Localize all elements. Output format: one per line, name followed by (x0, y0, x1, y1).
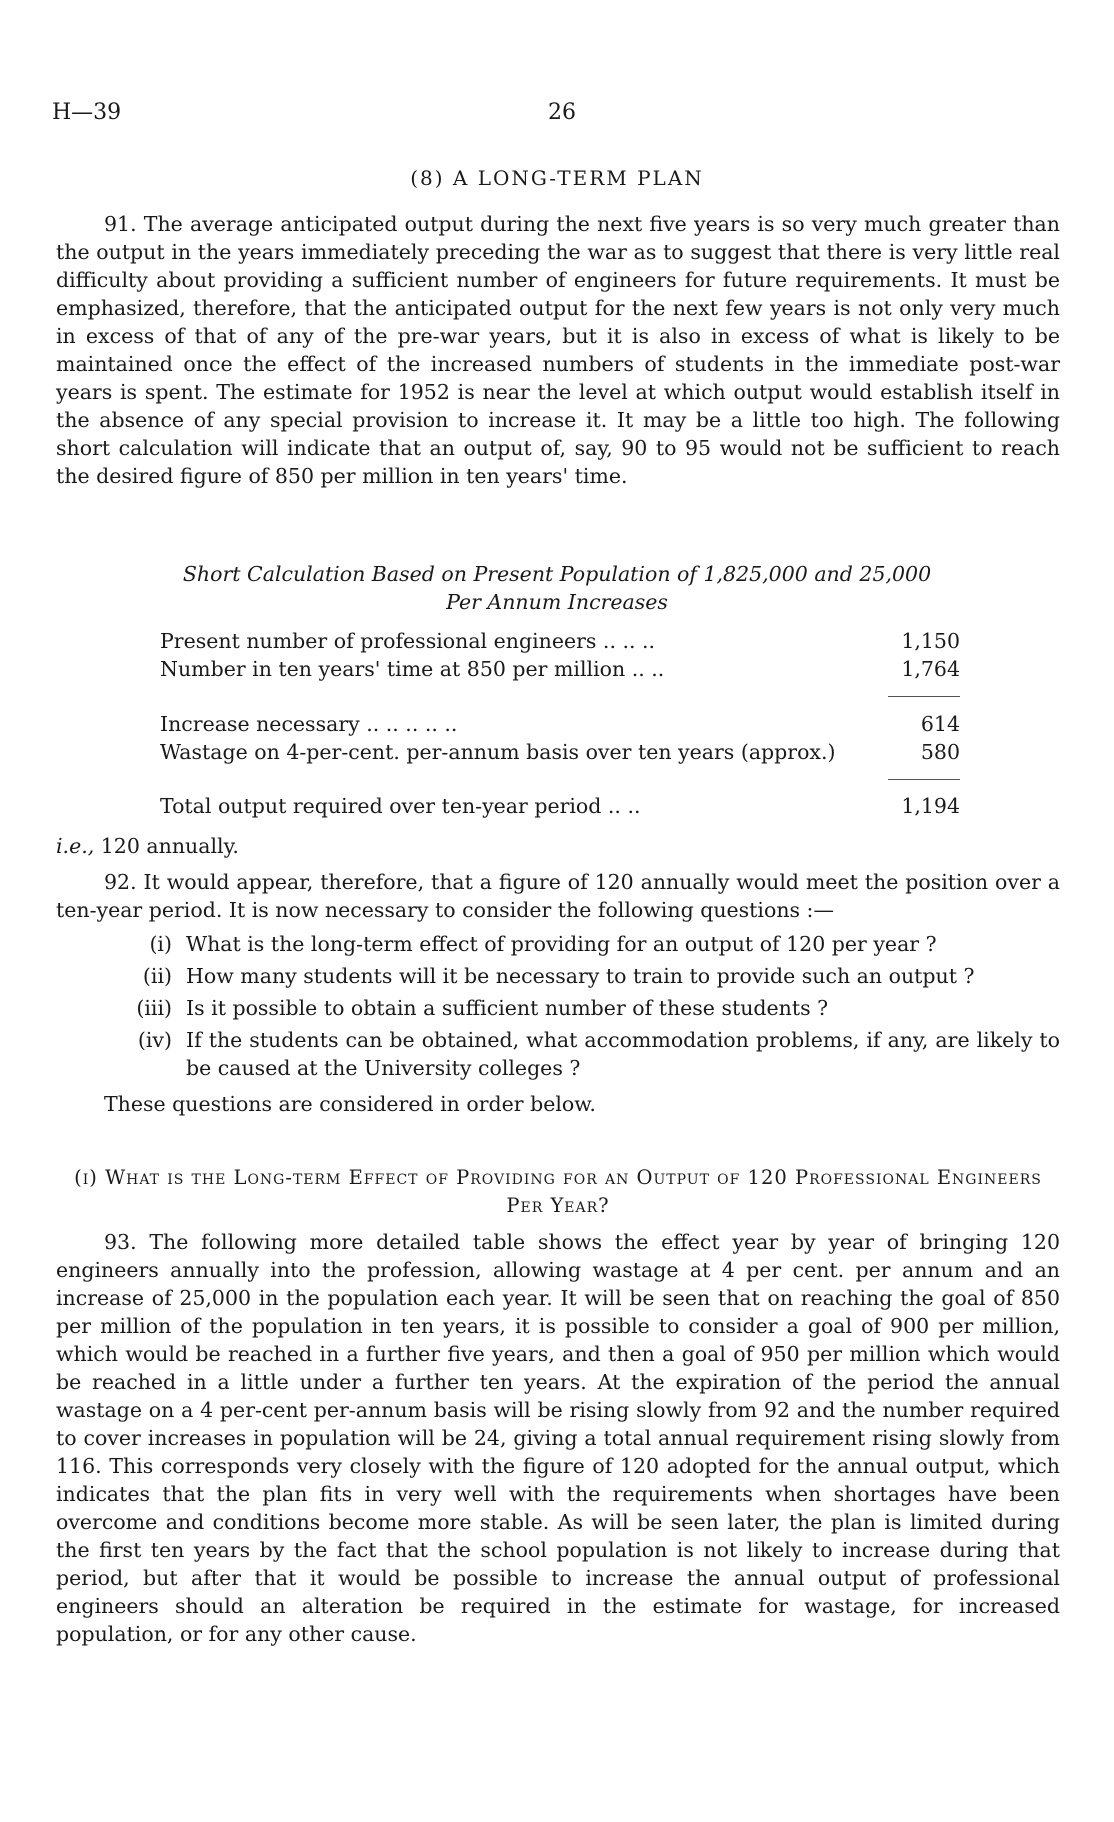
calc-row-number-ten-years (160, 655, 960, 683)
question-text: What is the long-term effect of providing for an output of 120 per year ? (186, 932, 937, 956)
report-reference: H—39 (52, 100, 122, 125)
calc-row-label: Number in ten years' time at 850 per million .. .. (160, 657, 665, 681)
calc-row-value: 1,150 (901, 629, 960, 653)
annual-output-text: 120 annually. (94, 834, 239, 858)
calc-row-value: 614 (920, 712, 960, 736)
question-text: If the students can be obtained, what accommodation problems, if any, are likely to be caused at the University colleges ? (186, 1028, 1060, 1080)
calc-row-increase-necessary (160, 710, 960, 738)
calc-row-value: 1,194 (901, 794, 960, 818)
questions-footer: These questions are considered in order below. (104, 1092, 596, 1116)
calc-row-label: Total output required over ten-year period .. .. (160, 794, 641, 818)
paragraph-91: 91. The average anticipated output during the next five years is so very much greater than the output in the years immediately preceding the war as to suggest that there is very little real difficulty about providing a sufficient number of engineers for future requirements. It must be emphasized, therefore, that the anticipated output for the next few years is not only very much in excess of that of any of the pre-war years, but it is also in excess of what is likely to be maintained once the effect of the increased numbers of students in the immediate post-war years is spent. The estimate for 1952 is near the level at which output would establish itself in the absence of any special provision to increase it. It may be a little too high. The following short calculation will indicate that an output of, say, 90 to 95 would not be sufficient to reach the desired figure of 850 per million in ten years' time. (56, 212, 1060, 488)
calc-row-label: Increase necessary .. .. .. .. .. (160, 712, 458, 736)
question-number: (ii) (142, 964, 172, 988)
calc-row-present-number (160, 627, 960, 655)
paragraph-93: 93. The following more detailed table shows the effect year by year of bringing 120 engineers annually into the profession, allowing wastage at 4 per cent. per annum and an increase of 25,000 in the population each year. It will be seen that on reaching the goal of 850 per million of the population in ten years, it is possible to consider a goal of 900 per million, which would be reached in a further five years, and then a goal of 950 per million which would be reached in a little under a further ten years. At the expiration of the period the annual wastage on a 4 per-cent per-annum basis will be rising slowly from 92 and the number required to cover increases in population will be 24, giving a total annual requirement rising slowly from 116. This corresponds very closely with the figure of 120 adopted for the annual output, which indicates that the plan fits in very well with the requirements when shortages have been overcome and conditions become more stable. As will be seen later, the plan is limited during the first ten years by the fact that the school population is not likely to increase during that period, but after that it would be possible to increase the annual output of professional engineers should an alteration be required in the estimate for wastage, for increased population, or for any other cause. (56, 1230, 1060, 1646)
section-title: (8) A LONG-TERM PLAN (410, 166, 704, 190)
subheading-long-term-effect: (i) What is the Long-term Effect of Providing for an Output of 120 Professional Engineers Per Year? (74, 1166, 1042, 1217)
calc-row-total-output (160, 792, 960, 820)
question-text: How many students will it be necessary to train to provide such an output ? (186, 964, 975, 988)
calc-row-label: Present number of professional engineers .. .. .. (160, 629, 656, 653)
calculation-title (0, 560, 1114, 616)
calc-row-wastage (160, 738, 960, 766)
page-number: 26 (548, 100, 576, 125)
question-number: (iii) (136, 996, 172, 1020)
paragraph-92: 92. It would appear, therefore, that a figure of 120 annually would meet the position over a ten-year period. It is now necessary to consider the following questions :— (56, 870, 1060, 922)
ie-abbreviation: i.e., (56, 834, 95, 858)
annual-output-note (56, 832, 239, 860)
question-number: (iv) (137, 1028, 172, 1052)
sum-rule (888, 779, 960, 780)
question-text: Is it possible to obtain a sufficient number of these students ? (186, 996, 829, 1020)
sum-rule (888, 696, 960, 697)
question-number: (i) (149, 932, 172, 956)
calc-row-value: 580 (920, 740, 960, 764)
calc-row-label: Wastage on 4-per-cent. per-annum basis over ten years (approx.) (160, 740, 836, 764)
calculation-title-line-1: Short Calculation Based on Present Population of 1,825,000 and 25,000 (182, 562, 932, 586)
calculation-title-line-2: Per Annum Increases (446, 590, 668, 614)
calc-row-value: 1,764 (901, 657, 960, 681)
